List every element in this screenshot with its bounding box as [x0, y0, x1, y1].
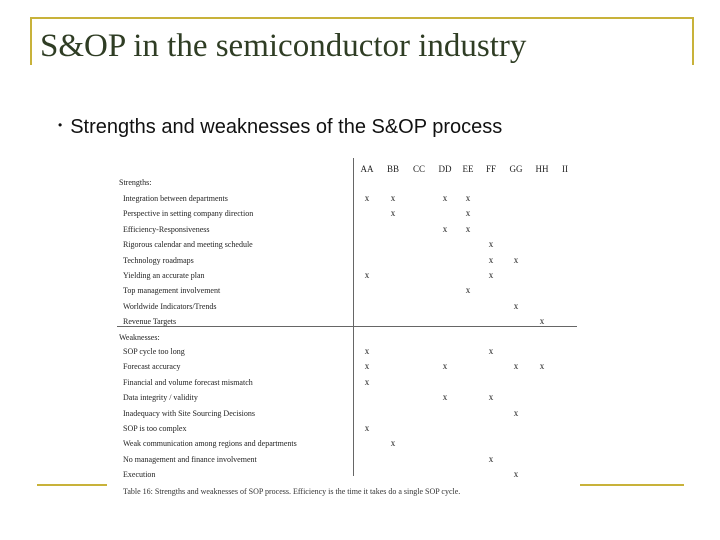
bullet-marker: • — [58, 118, 63, 132]
weaknesses-row-label: Financial and volume forecast mismatch — [123, 377, 253, 387]
weaknesses-row-label: Forecast accuracy — [123, 362, 181, 372]
table-mark: x — [488, 346, 494, 356]
weaknesses-row-label: Data integrity / validity — [123, 393, 198, 403]
table-mark: x — [364, 346, 370, 356]
table-mark: x — [488, 254, 494, 265]
bullet-item — [58, 116, 502, 139]
strengths-row-label: Integration between departments — [123, 194, 228, 203]
weaknesses-row-label: No management and finance involvement — [123, 454, 257, 464]
table-mark: x — [513, 254, 519, 265]
table-horizontal-divider — [117, 326, 577, 327]
bullet-text: Strengths and weaknesses of the S&OP process — [70, 116, 503, 138]
strengths-weaknesses-table — [117, 158, 577, 498]
table-mark: x — [465, 193, 471, 203]
table-mark: x — [390, 208, 396, 219]
weaknesses-row-label: SOP is too complex — [123, 424, 187, 433]
table-mark: x — [442, 223, 448, 234]
table-caption: Table 16: Strengths and weaknesses of SOP process. Efficiency is the time it takes do a single SOP cycle. — [123, 487, 461, 496]
table-mark: x — [465, 223, 471, 234]
strengths-row-label: Efficiency-Responsiveness — [123, 224, 210, 234]
strengths-row-label: Top management involvement — [123, 286, 221, 296]
bottom-left-line — [37, 484, 107, 486]
table-mark: x — [364, 423, 370, 433]
table-mark: x — [364, 270, 370, 280]
table-mark: x — [442, 361, 448, 372]
column-header-gg: GG — [509, 164, 523, 174]
weaknesses-row-label: Weak communication among regions and departments — [123, 439, 297, 449]
frame-top-line — [30, 17, 694, 19]
column-header-aa: AA — [360, 164, 374, 174]
strengths-row-label: Technology roadmaps — [123, 255, 194, 265]
strengths-row-label: Rigorous calendar and meeting schedule — [123, 240, 253, 250]
strengths-row-label: Revenue Targets — [123, 317, 177, 327]
table-mark: x — [364, 376, 370, 387]
column-header-ff: FF — [485, 164, 496, 174]
table-mark: x — [513, 469, 519, 480]
table-mark: x — [390, 438, 396, 449]
table-vertical-divider — [353, 158, 354, 476]
strengths-row-label: Yielding an accurate plan — [123, 271, 205, 280]
table-mark: x — [539, 361, 545, 372]
table-mark: x — [488, 270, 494, 280]
frame-right-line — [692, 17, 694, 65]
table-mark: x — [364, 193, 370, 203]
column-header-hh: HH — [535, 164, 549, 174]
bottom-right-line — [580, 484, 684, 486]
slide-title: S&OP in the semiconductor industry — [40, 28, 527, 64]
table-mark: x — [488, 392, 494, 403]
weaknesses-row-label: Execution — [123, 470, 156, 480]
column-header-ii: II — [562, 164, 568, 174]
table-mark: x — [539, 316, 545, 327]
strengths-row-label: Perspective in setting company direction — [123, 209, 254, 219]
table-mark: x — [488, 239, 494, 250]
weaknesses-section-label: Weaknesses: — [119, 333, 160, 342]
column-header-cc: CC — [412, 164, 425, 174]
weaknesses-row-label: SOP cycle too long — [123, 347, 185, 356]
table-mark: x — [465, 208, 471, 219]
table-mark: x — [513, 300, 519, 311]
table-mark: x — [488, 453, 494, 464]
table-mark: x — [390, 193, 396, 203]
table-mark: x — [442, 193, 448, 203]
weaknesses-row-label: Inadequacy with Site Sourcing Decisions — [123, 408, 255, 418]
table-mark: x — [513, 407, 519, 418]
table-mark: x — [513, 361, 519, 372]
frame-left-line — [30, 17, 32, 65]
table-mark: x — [442, 392, 448, 403]
table-mark: x — [465, 285, 471, 296]
column-header-ee: EE — [462, 164, 474, 174]
strengths-section-label: Strengths: — [119, 178, 152, 187]
column-header-dd: DD — [438, 164, 452, 174]
strengths-row-label: Worldwide Indicators/Trends — [123, 301, 217, 311]
table-mark: x — [364, 361, 370, 372]
column-header-bb: BB — [386, 164, 399, 174]
